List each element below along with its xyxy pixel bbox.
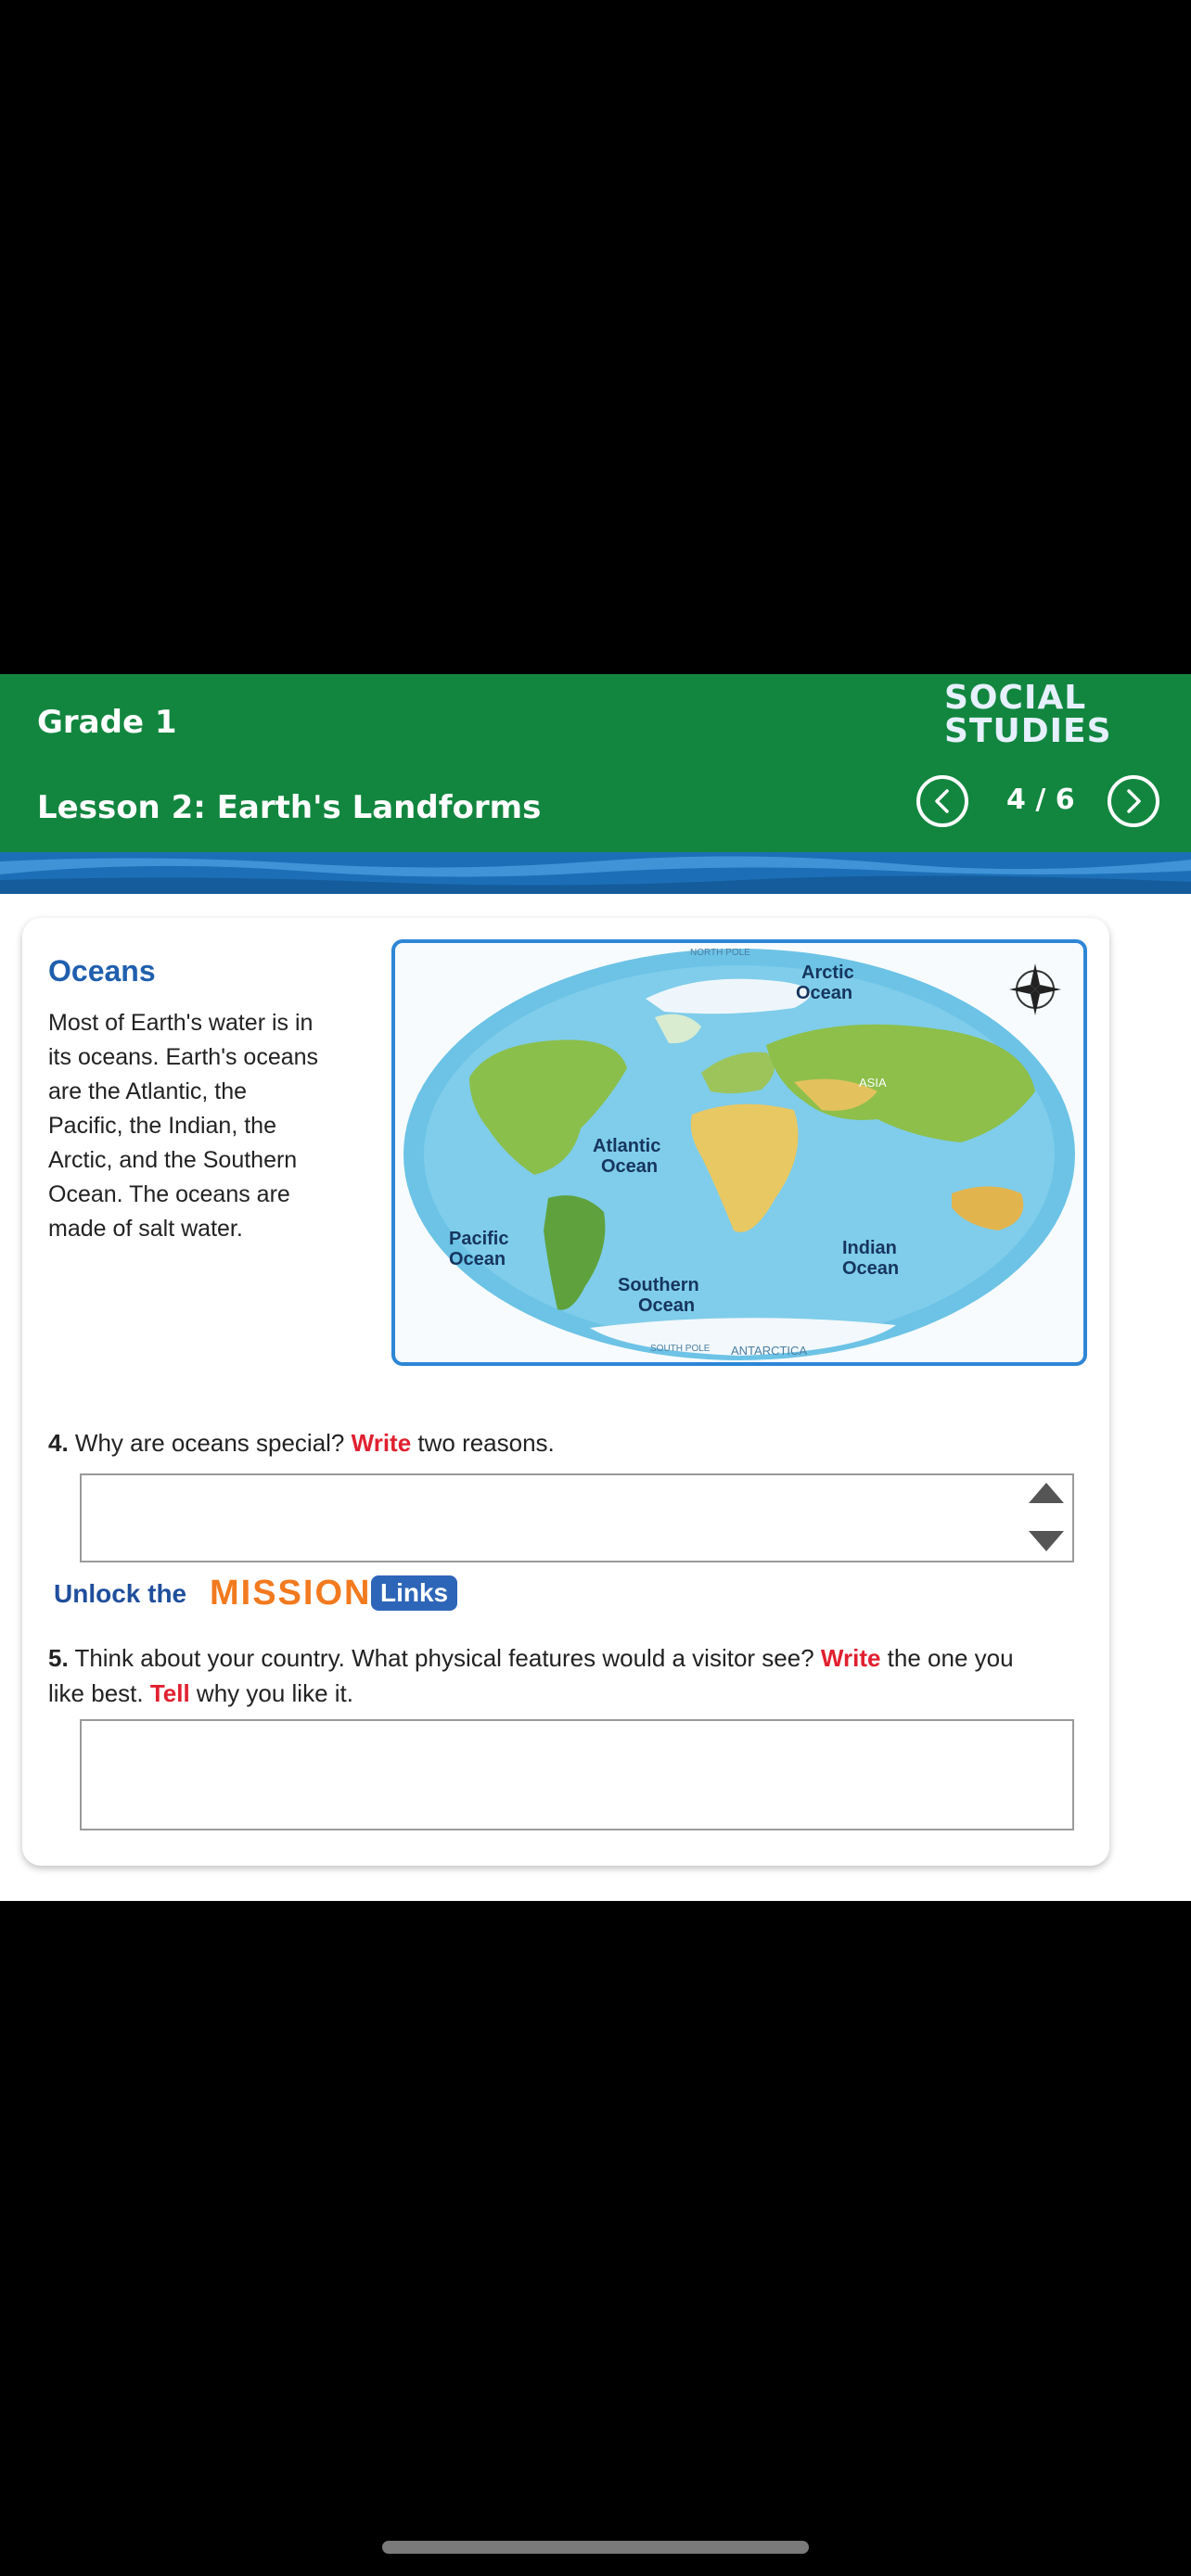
- question-5: [48, 1640, 1031, 1711]
- section-title: Oceans: [48, 954, 156, 988]
- question-5-text-end: why you like it.: [189, 1679, 353, 1707]
- question-5-number: 5.: [48, 1644, 69, 1672]
- arctic-label-2: Ocean: [796, 983, 853, 1003]
- subject-line-1: SOCIAL: [944, 679, 1087, 717]
- chevron-right-icon: [1122, 788, 1145, 814]
- question-4: [48, 1425, 555, 1460]
- question-5-text: Think about your country. What physical features would a visitor see?: [68, 1644, 821, 1672]
- question-5-text-mid: the one you like best.: [48, 1644, 1014, 1707]
- links-badge: Links: [371, 1575, 457, 1611]
- wave-banner: [0, 852, 1191, 894]
- question-4-text-end: two reasons.: [411, 1429, 555, 1457]
- compass-rose-icon: [1009, 963, 1061, 1015]
- lesson-header: [0, 674, 1191, 852]
- southern-label-2: Ocean: [638, 1295, 696, 1316]
- question-5-answer-field[interactable]: [80, 1719, 1074, 1830]
- grade-label: Grade 1: [37, 704, 177, 741]
- section-body-text: Most of Earth's water is in its oceans. Earth's oceans are the Atlantic, the Pacific, the Indian, the Arctic, and the Southern Ocean. The oceans are made of salt water.: [48, 1010, 319, 1242]
- subject-logo: [944, 679, 1112, 750]
- chevron-left-icon: [931, 788, 954, 814]
- subject-line-2: STUDIES: [944, 712, 1112, 750]
- atlantic-label-2: Ocean: [601, 1156, 659, 1177]
- lesson-screen: [0, 674, 1191, 1901]
- question-4-keyword: Write: [351, 1429, 412, 1457]
- north-pole-label: NORTH POLE: [690, 948, 750, 958]
- mission-logo: MISSION: [210, 1574, 372, 1613]
- question-4-answer-field[interactable]: [80, 1473, 1074, 1562]
- indian-label-1: Indian: [842, 1238, 897, 1258]
- lesson-title: Lesson 2: Earth's Landforms: [37, 789, 542, 826]
- scroll-up-arrow-icon[interactable]: [1029, 1483, 1064, 1503]
- question-5-keyword-write: Write: [820, 1644, 881, 1672]
- question-4-number: 4.: [48, 1429, 69, 1457]
- pacific-label-2: Ocean: [449, 1249, 506, 1269]
- world-map: [391, 939, 1087, 1366]
- atlantic-label-1: Atlantic: [593, 1136, 661, 1156]
- asia-label: ASIA: [859, 1076, 887, 1090]
- question-5-keyword-tell: Tell: [149, 1679, 190, 1707]
- antarctica-label: ANTARCTICA: [731, 1344, 808, 1358]
- pacific-label-1: Pacific: [449, 1229, 509, 1249]
- arctic-label-1: Arctic: [801, 963, 854, 983]
- unlock-text: Unlock the: [54, 1579, 187, 1608]
- previous-page-button[interactable]: [916, 775, 968, 827]
- south-pole-label: SOUTH POLE: [650, 1344, 711, 1354]
- scroll-down-arrow-icon[interactable]: [1029, 1531, 1064, 1551]
- southern-label-1: Southern: [618, 1275, 699, 1295]
- indian-label-2: Ocean: [842, 1258, 900, 1279]
- page-indicator: 4 / 6: [1006, 784, 1075, 816]
- world-map-image: [395, 943, 1083, 1362]
- question-4-text: Why are oceans special?: [68, 1429, 352, 1457]
- home-indicator[interactable]: [382, 2541, 809, 2554]
- next-page-button[interactable]: [1108, 775, 1159, 827]
